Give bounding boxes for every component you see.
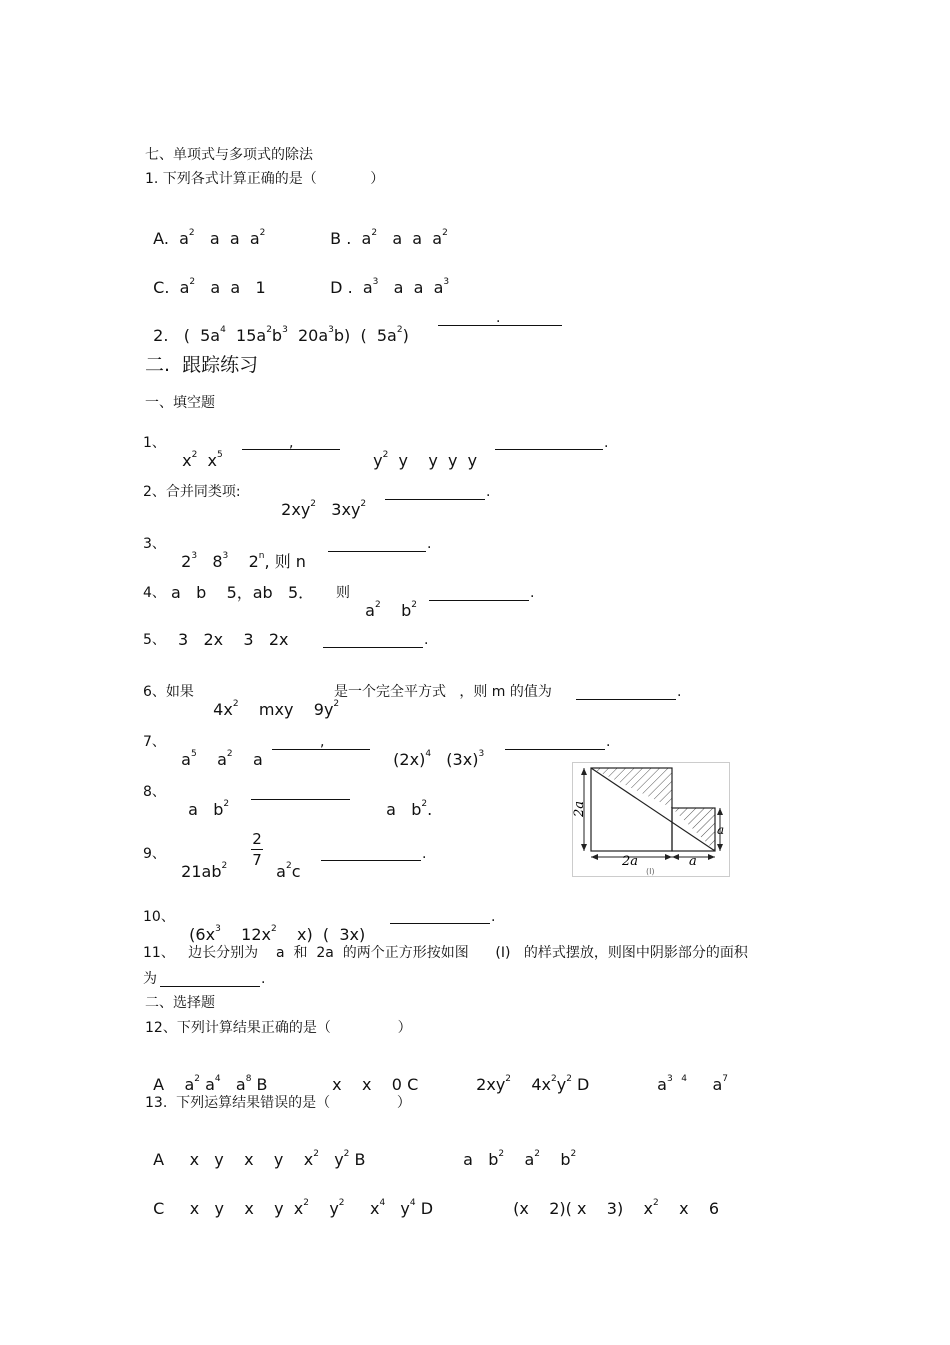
fill-1-label: 1、 [143,435,166,451]
squares-figure [572,762,730,877]
answer-blank [328,551,426,552]
answer-blank [321,860,421,861]
fill-2-label: 2、合并同类项: [143,484,241,500]
line-end: . [427,536,432,552]
answer-blank [505,749,605,750]
fill-8-expr: a $b^2$ [188,799,230,819]
fill-section-title: 一、填空题 [145,395,215,411]
answer-blank [576,699,676,700]
fill-8-label: 8、 [143,784,166,800]
line-end: . [261,971,266,987]
option-a: A. $a^2$ a a $a^2$ [153,228,266,248]
answer-blank [429,600,529,601]
line-end: . [530,585,535,601]
fill-5-expr: 3 2x 3 2x [178,630,289,649]
fill-10-expr: ($6x^3$ $12x^2$ x) ( 3x) [189,924,366,944]
question-2: 2. ( $5a^4$ $15a^2b^3$ $20a^3b$) ( $5a^2$) [153,325,409,345]
fill-3-expr: $2^3$ $8^3$ 2$^n$, 则 n [181,551,306,571]
option-c: C. $a^2$ a a 1 [153,277,266,297]
fill-6-expr: $4x^2$ mxy $9y^2$ [213,699,340,719]
answer-blank [323,647,423,648]
figure-label-bottom-left: 2a [622,854,639,869]
fill-1-expr: $x^2$ $x^5$ [182,450,223,470]
question-1: 1. 下列各式计算正确的是（ ） [145,171,385,187]
line-end: . [424,632,429,648]
option-d: D . $a^3$ a a $a^3$ [330,277,450,297]
line-end: . [491,909,496,925]
line-end: . [606,734,611,750]
fill-10-label: 10、 [143,909,175,925]
figure-caption: (I) [646,867,655,876]
answer-blank [390,923,490,924]
fill-6-text: 是一个完全平方式 ，则 m 的值为 [334,684,552,700]
fill-7-expr-2: $(2x)^4$ $(3x)^3$ [393,749,485,769]
fill-11-line-1: 11、 边长分别为 a 和 2a 的两个正方形按如图 (I) 的样式摆放，则图中阴影部分的面积 [143,945,748,961]
fill-6-label: 6、如果 [143,684,194,700]
line-end: . [486,484,491,500]
fill-3-label: 3、 [143,536,166,552]
blank-comma: , [320,734,325,750]
fill-7-expr: $a^5$ $a^2$ a [181,749,263,769]
line-end: . [422,846,427,862]
question-13: 13. 下列运算结果错误的是（ ） [145,1095,411,1111]
answer-blank [495,449,603,450]
figure-label-right: a [717,823,725,837]
fill-4-then: 则 [336,585,350,601]
section-title: 七、单项式与多项式的除法 [145,147,313,163]
q13-option-c: C x y x y $x^2$ $y^2$ $x^4$ $y^4$ D [153,1198,434,1218]
answer-blank [160,986,260,987]
option-b: B . $a^2$ a a $a^2$ [330,228,448,248]
q13-option-b: a $b^2$ $a^2$ $b^2$ [463,1149,577,1169]
q12-option-b: x x 0 C [332,1075,419,1094]
answer-blank [385,499,485,500]
fill-5-label: 5、 [143,632,166,648]
q13-option-a: A x y x y $x^2$ $y^2$ B [153,1149,366,1169]
figure-label-bottom-right: a [689,854,697,869]
line-end: . [604,435,609,451]
fill-4-label: 4、 [143,585,166,601]
part-heading: 二. 跟踪练习 [145,354,259,376]
fill-7-label: 7、 [143,734,166,750]
fill-1-expr-2: $y^2$ y y y y [373,450,478,470]
fill-9-expr: $21ab^2$ [181,861,228,881]
blank-comma: , [289,435,294,451]
blank-dot: . [496,310,501,326]
figure-label-left: 2a [572,800,587,817]
fill-4-expr-2: $a^2$ $b^2$ [365,600,417,620]
choice-section-title: 二、选择题 [145,995,215,1011]
q12-option-c: $2xy^2$ $4x^2y^2$ D [476,1074,590,1094]
answer-blank [251,799,350,800]
q13-option-d: (x 2)( x 3) $x^2$ x 6 [513,1198,720,1218]
q12-option-a: A $a^2$ $a^4$ $a^8$ B [153,1074,268,1094]
fill-9-expr-2: $a^2c$ [276,861,301,881]
fill-2-expr: $2xy^2$ $3xy^2$ [281,499,367,519]
q12-option-d: $a^3$ $^4$ $a^7$ [657,1074,728,1094]
fraction: 2 7 [252,830,262,869]
line-end: . [677,684,682,700]
fill-11-line-2: 为 [143,971,157,987]
fill-4-expr: a b 5，ab 5． [171,583,315,602]
question-12: 12、下列计算结果正确的是（ ） [145,1020,412,1036]
fill-8-expr-2: a $b^2$. [386,799,433,819]
fill-9-label: 9、 [143,846,166,862]
